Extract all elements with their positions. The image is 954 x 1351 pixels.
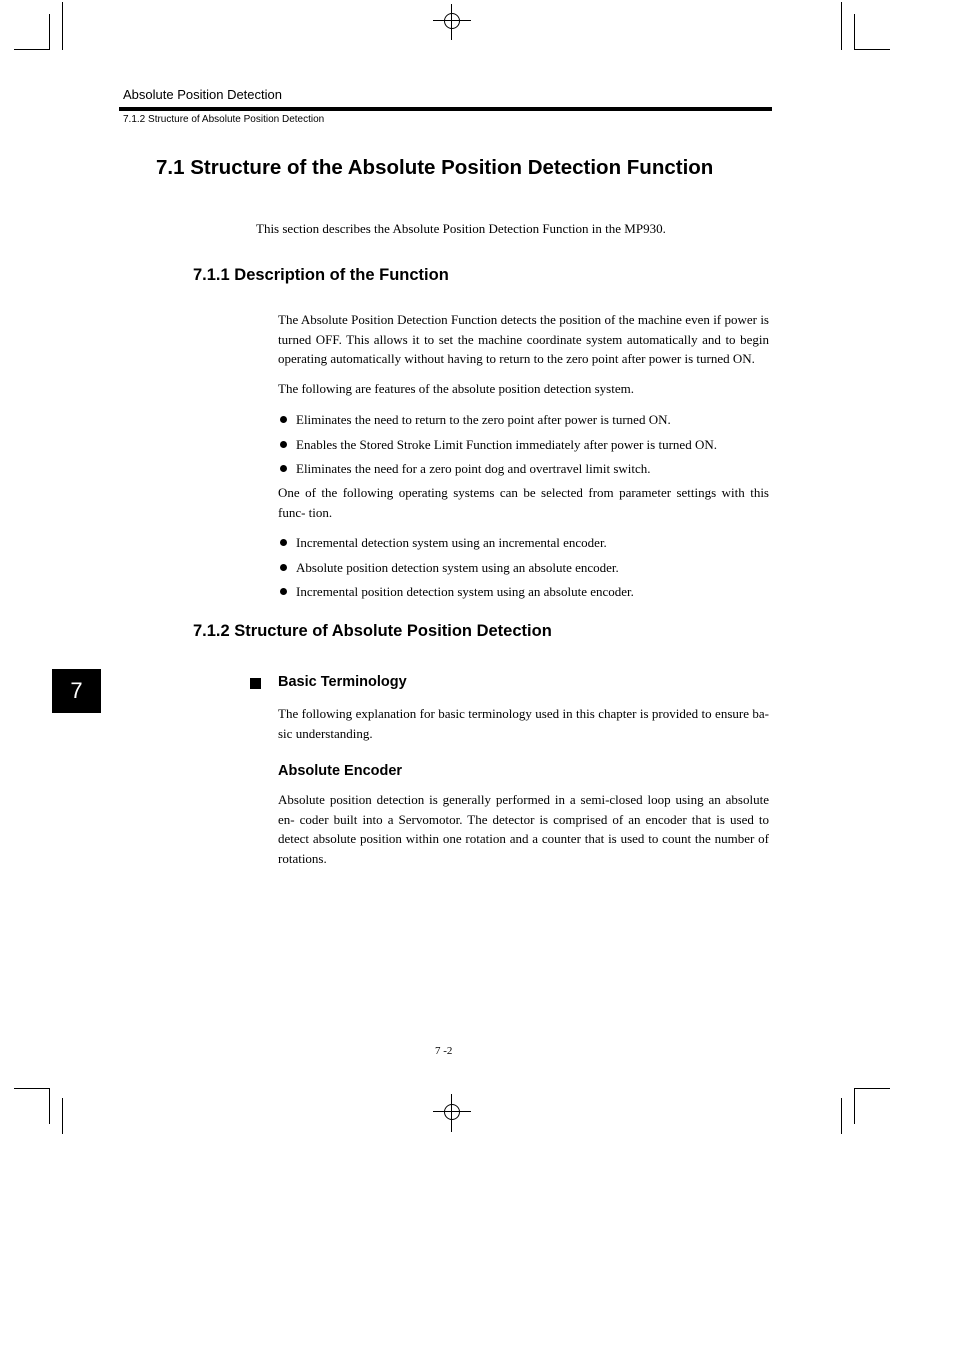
subsection-title-description: 7.1.1 Description of the Function bbox=[193, 266, 449, 284]
list-item: Enables the Stored Stroke Limit Function immediately after power is turned ON. bbox=[280, 435, 770, 460]
bullet-icon bbox=[280, 441, 287, 448]
subsection-title-structure: 7.1.2 Structure of Absolute Position Detection bbox=[193, 622, 552, 640]
features-intro: The following are features of the absolute position detection system. bbox=[278, 381, 634, 396]
systems-list bbox=[280, 533, 770, 607]
systems-intro: One of the following operating systems can be selected from parameter settings with this func- tion. bbox=[278, 485, 769, 520]
list-item: Eliminates the need for a zero point dog and overtravel limit switch. bbox=[280, 459, 770, 484]
bullet-icon bbox=[280, 564, 287, 571]
list-item: Incremental position detection system using an absolute encoder. bbox=[280, 582, 770, 607]
section-title: 7.1 Structure of the Absolute Position Detection Function bbox=[156, 156, 714, 179]
features-list bbox=[280, 410, 770, 484]
section-intro: This section describes the Absolute Position Detection Function in the MP930. bbox=[256, 221, 666, 236]
bullet-icon bbox=[280, 465, 287, 472]
bullet-icon bbox=[280, 588, 287, 595]
header-rule bbox=[119, 107, 772, 111]
absolute-encoder-heading: Absolute Encoder bbox=[278, 763, 403, 779]
square-bullet-icon bbox=[250, 678, 261, 689]
page-number: 7 -2 bbox=[435, 1045, 453, 1057]
running-header-subtitle: 7.1.2 Structure of Absolute Position Detection bbox=[123, 114, 325, 125]
description-paragraph: The Absolute Position Detection Function detects the position of the machine even if power is turned OFF. This allows it to set the machine coordinate system automatically and to begin operating automatically without having to return to the zero point after power is turned ON. bbox=[278, 312, 769, 367]
list-item: Absolute position detection system using an absolute encoder. bbox=[280, 558, 770, 583]
basic-terminology-heading: Basic Terminology bbox=[278, 674, 407, 690]
list-item: Eliminates the need to return to the zero point after power is turned ON. bbox=[280, 410, 770, 435]
basic-terminology-text: The following explanation for basic terminology used in this chapter is provided to ensure ba- sic understanding. bbox=[278, 706, 769, 741]
bullet-icon bbox=[280, 416, 287, 423]
running-header-title: Absolute Position Detection bbox=[123, 87, 282, 102]
chapter-tab: 7 bbox=[52, 669, 101, 713]
bullet-icon bbox=[280, 539, 287, 546]
list-item: Incremental detection system using an incremental encoder. bbox=[280, 533, 770, 558]
absolute-encoder-text: Absolute position detection is generally performed in a semi-closed loop using an absolute en- coder built into a Servomotor. The detector is comprised of an encoder that is used to detect absolute position within one rotation and a counter that is used to count the number of rotations. bbox=[278, 792, 769, 866]
